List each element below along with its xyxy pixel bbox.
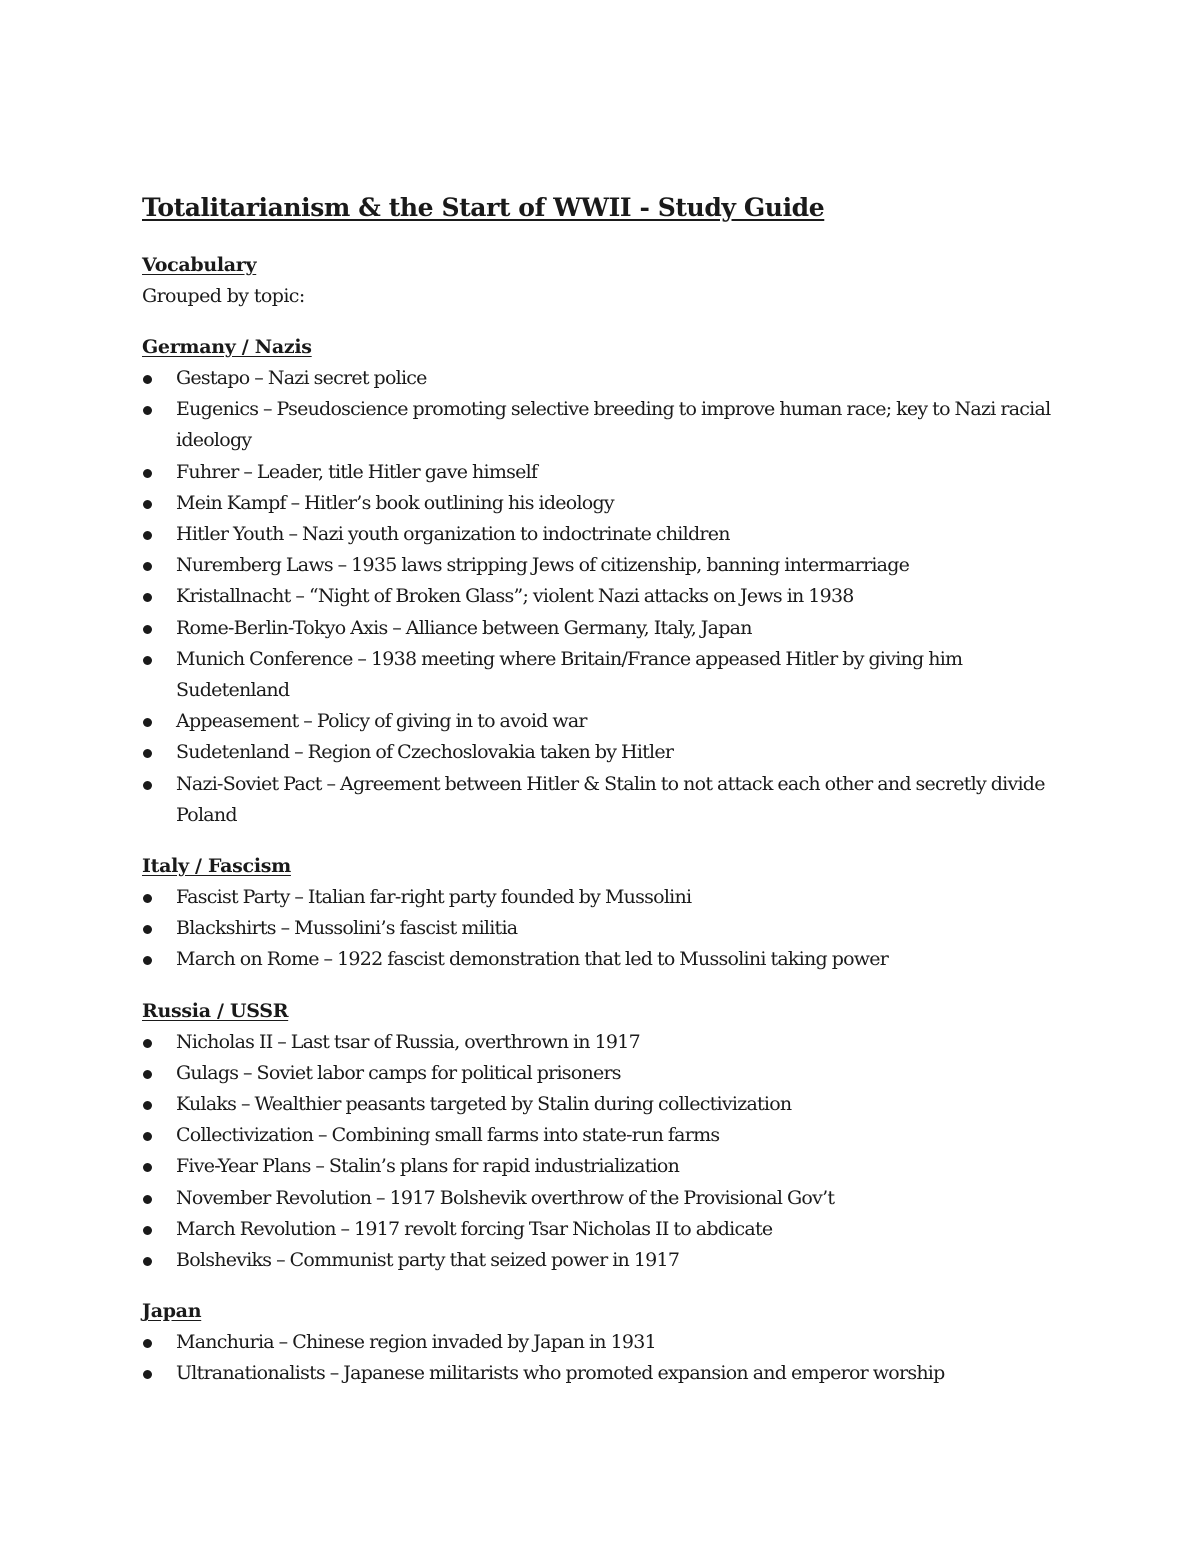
list-item: [142, 457, 1062, 488]
bullet-icon: [143, 469, 152, 478]
list-item: [142, 1183, 1062, 1214]
list-item: [142, 1089, 1062, 1120]
term-text: Rome-Berlin-Tokyo Axis – Alliance between Germany, Italy, Japan: [176, 616, 752, 639]
bullet-icon: [143, 1339, 152, 1348]
section-heading: Russia / USSR: [142, 999, 289, 1022]
term-text: Appeasement – Policy of giving in to avoid war: [176, 710, 587, 733]
list-item: [142, 519, 1062, 550]
list-item: [142, 1058, 1062, 1089]
term-text: Collectivization – Combining small farms into state-run farms: [176, 1124, 720, 1147]
term-text: Five-Year Plans – Stalin’s plans for rapid industrialization: [176, 1155, 680, 1178]
term-text: Fuhrer – Leader, title Hitler gave himself: [176, 460, 538, 483]
term-text: Blackshirts – Mussolini’s fascist militia: [176, 917, 518, 940]
term-text: Kulaks – Wealthier peasants targeted by Stalin during collectivization: [176, 1093, 792, 1116]
bullet-icon: [143, 1370, 152, 1379]
list-item: [142, 394, 1062, 456]
bullet-icon: [143, 1132, 152, 1141]
list-item: [142, 363, 1062, 394]
term-list: [142, 1327, 1062, 1389]
bullet-icon: [143, 925, 152, 934]
bullet-icon: [143, 781, 152, 790]
term-text: Gulags – Soviet labor camps for political prisoners: [176, 1061, 621, 1084]
list-item: [142, 644, 1062, 706]
list-item: [142, 1245, 1062, 1276]
list-item: [142, 1027, 1062, 1058]
bullet-icon: [143, 894, 152, 903]
list-item: [142, 944, 1062, 975]
term-text: Nicholas II – Last tsar of Russia, overthrown in 1917: [176, 1030, 640, 1053]
list-item: [142, 1327, 1062, 1358]
vocabulary-heading: Vocabulary: [142, 254, 257, 276]
section-germany: [142, 332, 1062, 831]
intro-text: Grouped by topic:: [142, 285, 305, 307]
bullet-icon: [143, 749, 152, 758]
list-item: [142, 1358, 1062, 1389]
list-item: [142, 737, 1062, 768]
term-text: Nuremberg Laws – 1935 laws stripping Jews of citizenship, banning intermarriage: [176, 554, 910, 577]
bullet-icon: [143, 375, 152, 384]
bullet-icon: [143, 656, 152, 665]
list-item: [142, 913, 1062, 944]
bullet-icon: [143, 1039, 152, 1048]
term-text: Mein Kampf – Hitler’s book outlining his ideology: [176, 491, 614, 514]
section-russia: [142, 996, 1062, 1277]
section-heading: Japan: [142, 1300, 202, 1323]
term-text: Hitler Youth – Nazi youth organization to indoctrinate children: [176, 523, 730, 546]
term-list: [142, 1027, 1062, 1277]
list-item: [142, 613, 1062, 644]
bullet-icon: [143, 1163, 152, 1172]
term-text: March Revolution – 1917 revolt forcing Tsar Nicholas II to abdicate: [176, 1217, 773, 1240]
document-title: Totalitarianism & the Start of WWII - Study Guide: [142, 193, 825, 222]
section-japan: [142, 1296, 1062, 1389]
bullet-icon: [143, 625, 152, 634]
term-text: Sudetenland – Region of Czechoslovakia taken by Hitler: [176, 741, 674, 764]
section-heading: Italy / Fascism: [142, 855, 291, 878]
term-list: [142, 363, 1062, 831]
list-item: [142, 882, 1062, 913]
bullet-icon: [143, 1101, 152, 1110]
list-item: [142, 550, 1062, 581]
term-text: Manchuria – Chinese region invaded by Japan in 1931: [176, 1331, 656, 1354]
term-text: Munich Conference – 1938 meeting where Britain/France appeased Hitler by giving him Sudetenland: [176, 647, 963, 702]
bullet-icon: [143, 956, 152, 965]
list-item: [142, 488, 1062, 519]
bullet-icon: [143, 718, 152, 727]
bullet-icon: [143, 406, 152, 415]
bullet-icon: [143, 531, 152, 540]
term-text: Nazi-Soviet Pact – Agreement between Hitler & Stalin to not attack each other and secretly divide Poland: [176, 772, 1045, 826]
section-heading: Germany / Nazis: [142, 336, 312, 358]
term-text: Gestapo – Nazi secret police: [176, 367, 427, 389]
term-text: November Revolution – 1917 Bolshevik overthrow of the Provisional Gov’t: [176, 1186, 835, 1209]
term-text: Ultranationalists – Japanese militarists who promoted expansion and emperor worship: [176, 1362, 945, 1385]
term-text: Fascist Party – Italian far-right party founded by Mussolini: [176, 886, 692, 909]
list-item: [142, 769, 1062, 831]
list-item: [142, 581, 1062, 612]
list-item: [142, 1214, 1062, 1245]
term-text: Bolsheviks – Communist party that seized power in 1917: [176, 1249, 680, 1272]
bullet-icon: [143, 500, 152, 509]
bullet-icon: [143, 593, 152, 602]
bullet-icon: [143, 562, 152, 571]
term-text: Kristallnacht – “Night of Broken Glass”; violent Nazi attacks on Jews in 1938: [176, 585, 854, 608]
list-item: [142, 1151, 1062, 1182]
document-page: [142, 188, 1062, 1390]
bullet-icon: [143, 1070, 152, 1079]
term-text: Eugenics – Pseudoscience promoting selective breeding to improve human race; key to Nazi racial ideology: [176, 398, 1051, 452]
bullet-icon: [143, 1195, 152, 1204]
term-text: March on Rome – 1922 fascist demonstration that led to Mussolini taking power: [176, 948, 889, 971]
bullet-icon: [143, 1257, 152, 1266]
term-list: [142, 882, 1062, 976]
bullet-icon: [143, 1226, 152, 1235]
section-italy: [142, 851, 1062, 976]
list-item: [142, 706, 1062, 737]
list-item: [142, 1120, 1062, 1151]
